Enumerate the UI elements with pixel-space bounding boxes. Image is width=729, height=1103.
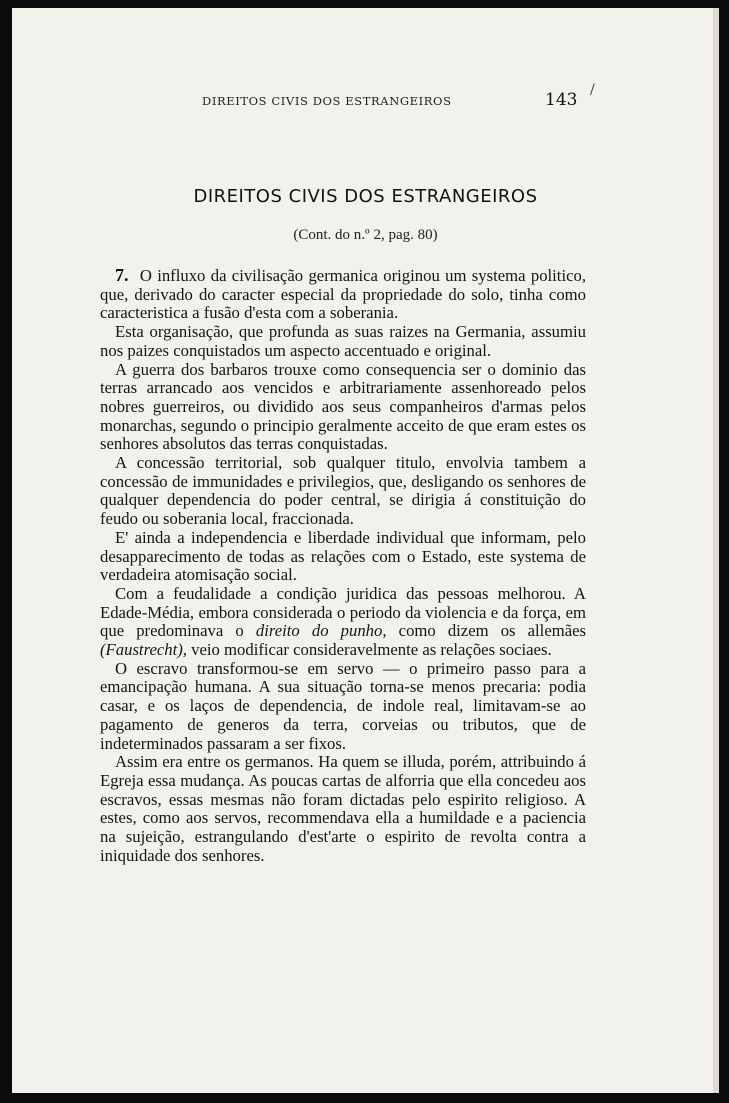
paragraph-6-mid: como dizem os allemães bbox=[398, 621, 587, 641]
italic-term-faustrecht: (Faustrecht), bbox=[100, 640, 187, 660]
paragraph-5: E' ainda a independencia e liberdade individual que informam, pelo desapparecimento de todas as relações com o Estado, este systema de verdadeira atomisação social. bbox=[100, 527, 586, 585]
paragraph-6-text: Com a feudalidade a condição juridica das pessoas melhorou. A Edade-Média, embora considerada o periodo da violencia e da força, em que predominava o bbox=[100, 583, 586, 641]
page-edge bbox=[713, 8, 719, 1093]
article-subtitle: (Cont. do n.º 2, pag. 80) bbox=[293, 227, 438, 243]
paragraph-3: A guerra dos barbaros trouxe como consequencia ser o dominio das terras arrancado aos vencidos e arbitrariamente assenhoreado pelos nobres guerreiros, ou dividido aos seus companheiros d'armas pelos monarchas, segundo o principio geralmente acceito de que eram estes os senhores absolutos das terras conquistadas. bbox=[100, 359, 586, 454]
article-body bbox=[100, 266, 586, 866]
pen-mark-icon: / bbox=[590, 82, 595, 98]
book-page bbox=[12, 8, 719, 1093]
running-head: DIREITOS CIVIS DOS ESTRANGEIROS bbox=[202, 94, 452, 108]
paragraph-6-end: veio modificar consideravelmente as relações sociaes. bbox=[191, 640, 552, 660]
paragraph-8: Assim era entre os germanos. Ha quem se illuda, porém, attribuindo á Egreja essa mudança. As poucas cartas de alforria que ella concedeu aos escravos, essas mesmas não foram dictadas pelo espirito religioso. A estes, como aos servos, recommendava ella a humildade e a paciencia na sujeição, estrangulando d'est'arte o espirito de revolta contra a iniquidade dos senhores. bbox=[100, 752, 586, 865]
article-title: DIREITOS CIVIS DOS ESTRANGEIROS bbox=[193, 186, 538, 207]
paragraph-7: O escravo transformou-se em servo — o primeiro passo para a emancipação humana. A sua situação torna-se menos precaria: podia casar, e os laços de dependencia, de indole real, limitavam-se ao pagamento de generos da terra, corveias ou tributos, que de indeterminados passaram a ser fixos. bbox=[100, 658, 586, 753]
italic-term-direito: direito do punho, bbox=[255, 621, 387, 641]
paragraph-6 bbox=[100, 585, 586, 660]
paragraph-2: Esta organisação, que profunda as suas raizes na Germania, assumiu nos paizes conquistados um aspecto accentuado e original. bbox=[100, 322, 586, 360]
section-number: 7. bbox=[115, 265, 129, 285]
paragraph-4: A concessão territorial, sob qualquer titulo, envolvia tambem a concessão de immunidades e privilegios, que, desligando os senhores de qualquer dependencia do poder central, se dirigia á constituição do feudo ou soberania local, fraccionada. bbox=[100, 453, 586, 529]
paragraph-1 bbox=[100, 266, 586, 323]
paragraph-1-text: O influxo da civilisação germanica originou um systema politico, que, derivado do caracter especial da propriedade do solo, tinha como caracteristica a fusão d'esta com a soberania. bbox=[100, 266, 587, 323]
page-number: 143 bbox=[545, 90, 578, 110]
